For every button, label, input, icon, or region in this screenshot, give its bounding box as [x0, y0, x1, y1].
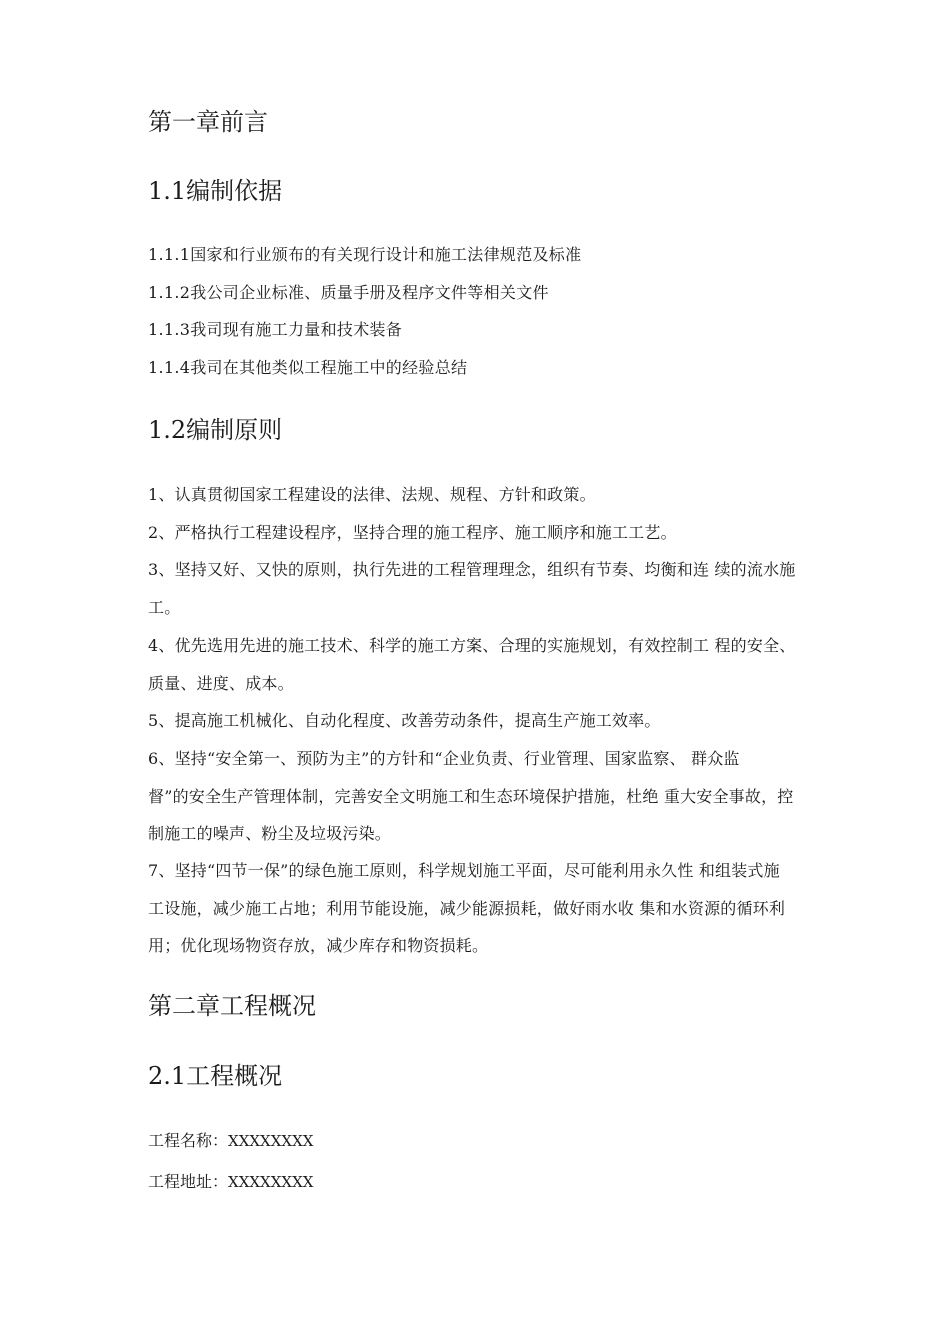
principle-6-line-1: 6、坚持“安全第一、预防为主”的方针和“企业负责、行业管理、国家监察、 群众监 — [148, 749, 740, 768]
principle-6-line-2: 督”的安全生产管理体制，完善安全文明施工和生态环境保护措施，杜绝 重大安全事故，控 — [148, 786, 794, 806]
principle-6-line-3: 制施工的噪声、粉尘及垃圾污染。 — [148, 824, 392, 843]
principle-4 — [148, 627, 886, 702]
chapter-2-title: 第二章工程概况 — [148, 992, 316, 1020]
principle-1 — [148, 476, 886, 514]
principle-5-line-1: 5、提高施工机械化、自动化程度、改善劳动条件，提高生产施工效率。 — [148, 711, 661, 730]
basis-item-2: 1.1.2我公司企业标准、质量手册及程序文件等相关文件 — [148, 283, 549, 302]
section-2-1-title: 2.1工程概况 — [148, 1062, 283, 1090]
principle-7-line-2: 工设施，减少施工占地；利用节能设施，减少能源损耗，做好雨水收 集和水资源的循环利 — [148, 898, 786, 918]
principle-7 — [148, 852, 886, 965]
principle-5 — [148, 702, 886, 740]
principle-2 — [148, 514, 886, 552]
principle-6 — [148, 740, 886, 853]
project-name-row — [148, 1130, 313, 1152]
project-address-row — [148, 1171, 313, 1193]
principle-3-line-1: 3、坚持又好、又快的原则，执行先进的工程管理理念，组织有节奏、均衡和连 续的流水施 — [148, 560, 796, 579]
project-address-label: 工程地址： — [148, 1172, 229, 1191]
principle-4-line-1: 4、优先选用先进的施工技术、科学的施工方案、合理的实施规划，有效控制工 程的安全、 — [148, 636, 796, 655]
principle-3-line-2: 工。 — [148, 597, 181, 617]
project-address-value: XXXXXXXX — [228, 1173, 314, 1191]
basis-item-3: 1.1.3我司现有施工力量和技术装备 — [148, 320, 403, 339]
project-name-value: XXXXXXXX — [228, 1132, 314, 1150]
chapter-1-title: 第一章前言 — [148, 108, 268, 136]
section-1-2-title: 1.2编制原则 — [148, 416, 283, 444]
principle-7-line-1: 7、坚持“四节一保”的绿色施工原则，科学规划施工平面，尽可能利用永久性 和组装式施 — [148, 861, 780, 880]
principle-1-line-1: 1、认真贯彻国家工程建设的法律、法规、规程、方针和政策。 — [148, 485, 596, 504]
principle-3 — [148, 551, 886, 626]
principle-7-line-3: 用；优化现场物资存放，减少库存和物资损耗。 — [148, 936, 489, 955]
basis-item-1: 1.1.1国家和行业颁布的有关现行设计和施工法律规范及标准 — [148, 245, 582, 264]
project-name-label: 工程名称： — [148, 1131, 229, 1150]
principle-2-line-1: 2、严格执行工程建设程序，坚持合理的施工程序、施工顺序和施工工艺。 — [148, 523, 677, 542]
principle-4-line-2: 质量、进度、成本。 — [148, 673, 294, 693]
basis-item-4: 1.1.4我司在其他类似工程施工中的经验总结 — [148, 358, 468, 377]
section-1-1-title: 1.1编制依据 — [148, 177, 283, 205]
